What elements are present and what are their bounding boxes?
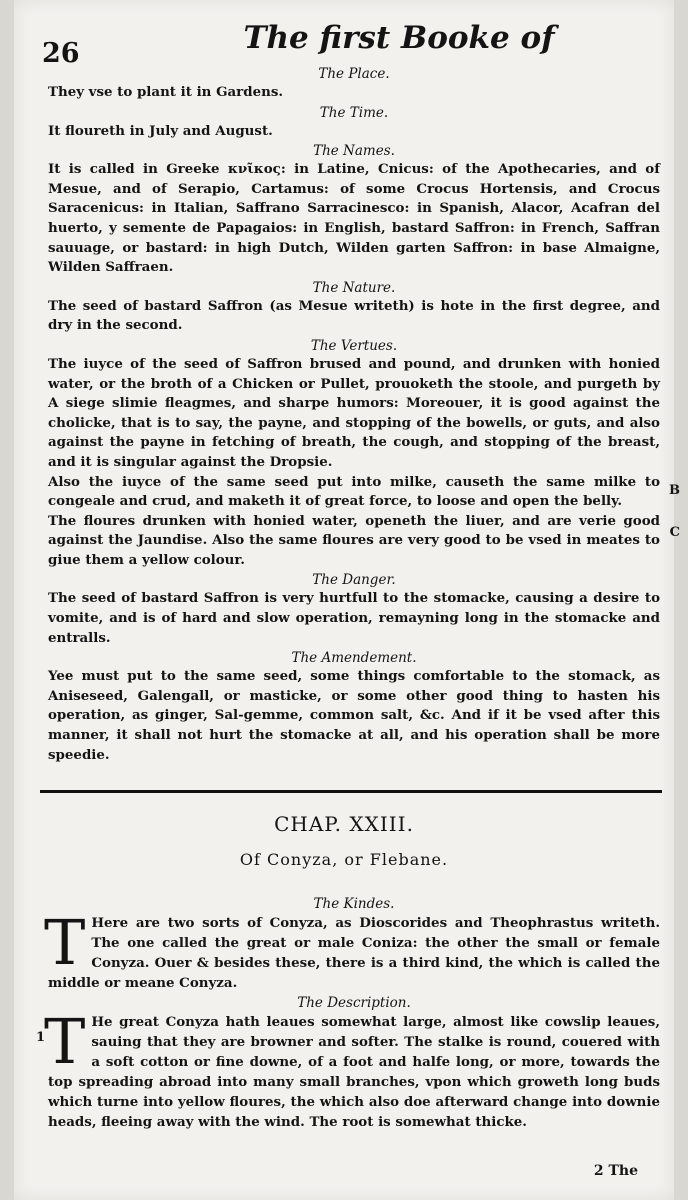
chapter-body — [44, 894, 660, 1132]
heading-place: The Place. — [318, 66, 390, 82]
dropcap-kindes: T — [44, 906, 86, 979]
kindes-text: Here are two sorts of Conyza, as Dioscorides and Theophrastus writeth. The one called the great or male Coniza: the other the small or female Conyza. Ouer & besides these, there is a third kind, the which is called the middle or meane Conyza. — [48, 915, 660, 991]
kindes-paragraph — [44, 906, 660, 993]
page-number: 26 — [42, 38, 80, 69]
vertues-text-2: Also the iuyce of the same seed put into milke, causeth the same milke to congeale and crud, and maketh it of great force, to loose and open the belly. — [48, 473, 660, 510]
place-text: They vse to plant it in Gardens. — [48, 84, 284, 100]
time-text: It floureth in July and August. — [48, 122, 273, 139]
names-text: It is called in Greeke κνῖκος: in Latine, Cnicus: of the Apothecaries, and of Mesue, and of Serapio, Cartamus: of some Crocus Hortensis, and Crocus Saracenicus: in Italian, Saffrano Sarracinesco: in Spanish, Alacor, Acafran del huerto, y semente de Papagaios: in English, bastard Saffron: in French, Saffran sauuage, or bastard: in high Dutch, Wilden garten Saffron: in base Almaigne, Wilden Saffraen. — [48, 161, 660, 276]
chapter-title: Of Conyza, or Flebane. — [239, 850, 449, 869]
section-divider — [40, 790, 662, 793]
heading-amendement: The Amendement. — [291, 650, 417, 667]
margin-letter-c: C — [669, 525, 680, 540]
nature-text: The seed of bastard Saffron (as Mesue writeth) is hote in the first degree, and dry in the second. — [48, 297, 660, 334]
amendement-text: Yee must put to the same seed, some things comfortable to the stomack, as Aniseseed, Galengall, or masticke, or some other good thing to hasten his operation, as ginger, Sal-gemme, common salt, &c. And if it be vsed after this manner, it shall not hurt the stomacke at all, and his operation shall be more speedie. — [48, 668, 660, 763]
heading-time: The Time. — [319, 104, 389, 121]
running-title: The first Booke of — [243, 20, 555, 56]
heading-kindes: The Kindes. — [313, 896, 395, 912]
heading-nature: The Nature. — [312, 279, 396, 296]
heading-description: The Description. — [297, 995, 411, 1011]
heading-names: The Names. — [313, 143, 395, 160]
dropcap-description: T — [44, 1005, 86, 1078]
heading-danger: The Danger. — [312, 572, 396, 589]
heading-vertues: The Vertues. — [310, 337, 398, 354]
section-list — [48, 64, 660, 765]
margin-letter-b: B — [669, 483, 680, 498]
vertues-text-1: The iuyce of the seed of Saffron brused and pound, and drunken with honied water, or the broth of a Chicken or Pullet, prouoketh the stoole, and purgeth by A siege slimie fleagmes, and sharpe humors: Moreouer, it is good against the cholicke, that is to say, the payne, and stopping of the bowells, or guts, and also against the payne in fetching of breath, the cough, and stopping of the breast, and it is singular against the Dropsie. — [48, 355, 660, 470]
book-page — [14, 0, 680, 1200]
catchword: 2 The — [593, 1163, 638, 1179]
vertues-text-3: The floures drunken with honied water, openeth the liuer, and are verie good against the Jaundise. Also the same floures are very good to be vsed in meates to giue them a yellow colour. — [48, 512, 660, 568]
description-paragraph — [44, 1005, 660, 1132]
danger-text: The seed of bastard Saffron is very hurtfull to the stomacke, causing a desire to vomite, and is of hard and slow operation, remayning long in the stomacke and entralls. — [48, 590, 660, 646]
chapter-number: CHAP. XXIII. — [274, 812, 414, 836]
paragraph-marker: 1 — [36, 1030, 46, 1045]
description-text: He great Conyza hath leaues somewhat large, almost like cowslip leaues, sauing that they are browner and softer. The stalke is round, couered with a soft cotton or fine downe, of a foot and halfe long, or more, towards the top spreading abroad into many small branches, vpon which groweth long buds which turne into yellow floures, the which also doe afterward change into downie heads, fleeing away with the wind. The root is somewhat thicke. — [48, 1014, 660, 1130]
